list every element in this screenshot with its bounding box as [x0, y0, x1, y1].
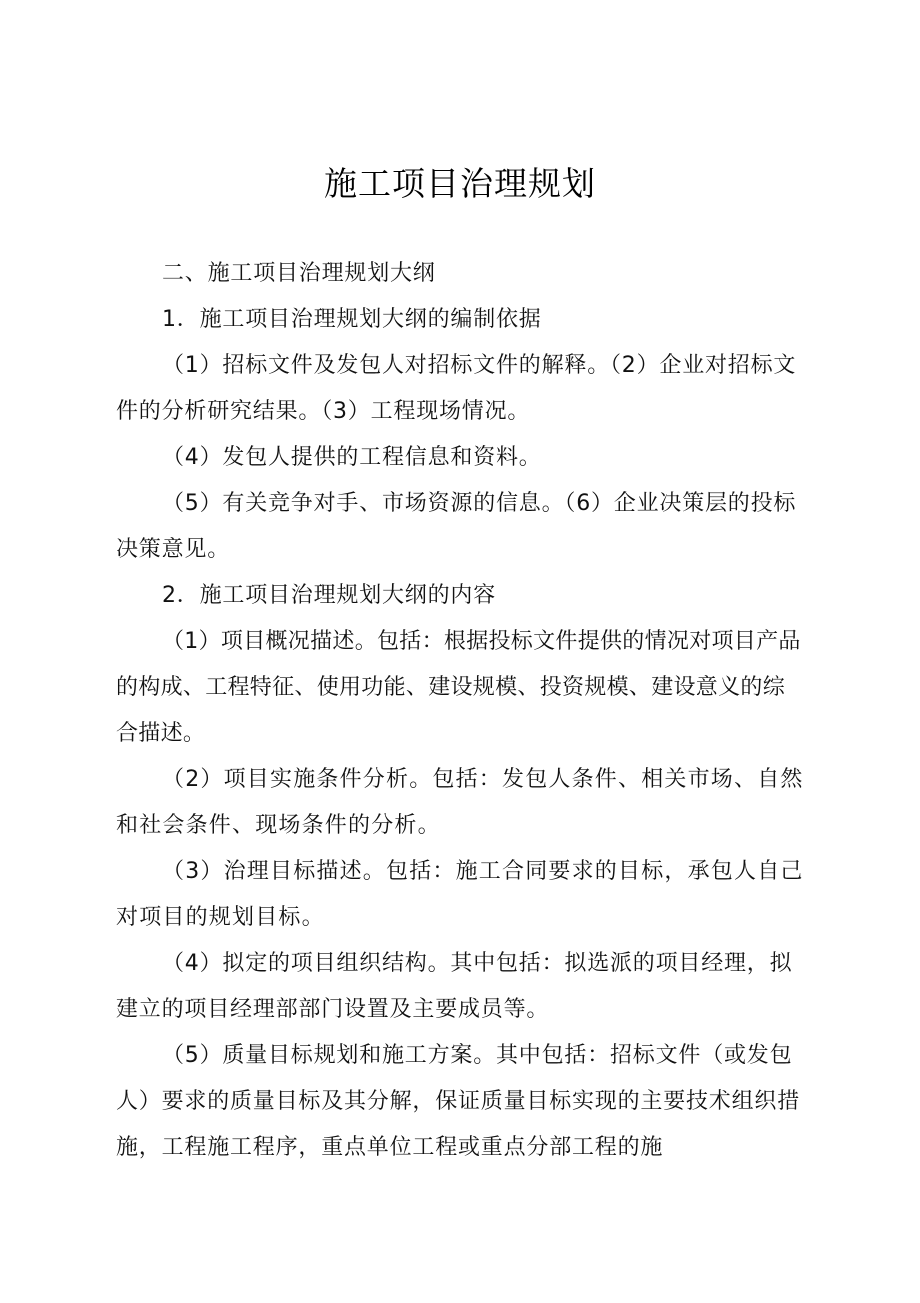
body-paragraph: （1）招标文件及发包人对招标文件的解释。（2）企业对招标文件的分析研究结果。（3）工程现场情况。: [116, 353, 797, 424]
body-paragraph: （3）治理目标描述。包括：施工合同要求的目标，承包人自己对项目的规划目标。: [116, 859, 804, 930]
subsection-heading: 2．施工项目治理规划大纲的内容: [162, 583, 496, 608]
body-paragraph: （4）拟定的项目组织结构。其中包括：拟选派的项目经理，拟建立的项目经理部部门设置及主要成员等。: [116, 951, 793, 1022]
subsection-heading: 1．施工项目治理规划大纲的编制依据: [162, 307, 542, 332]
body-paragraph: （5）质量目标规划和施工方案。其中包括：招标文件（或发包人）要求的质量目标及其分解，保证质量目标实现的主要技术组织措施，工程施工程序，重点单位工程或重点分部工程的施: [116, 1043, 801, 1160]
body-paragraph: （2）项目实施条件分析。包括：发包人条件、相关市场、自然和社会条件、现场条件的分析。: [116, 767, 804, 838]
body-paragraph: （1）项目概况描述。包括：根据投标文件提供的情况对项目产品的构成、工程特征、使用功能、建设规模、投资规模、建设意义的综合描述。: [116, 629, 801, 746]
section-heading: 二、施工项目治理规划大纲: [162, 261, 436, 286]
body-paragraph: （4）发包人提供的工程信息和资料。: [162, 445, 542, 470]
body-paragraph: （5）有关竞争对手、市场资源的信息。（6）企业决策层的投标决策意见。: [116, 491, 797, 562]
document-title: 施工项目治理规划: [324, 164, 596, 203]
document-body: [116, 251, 806, 1171]
